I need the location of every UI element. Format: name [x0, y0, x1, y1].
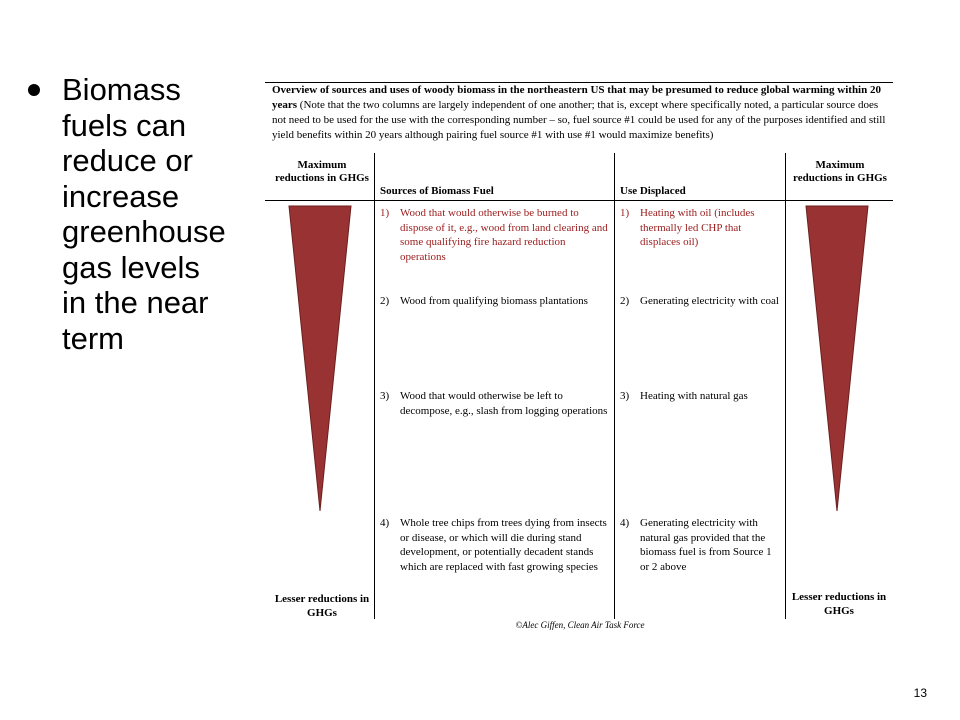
source-item-3 — [380, 389, 610, 418]
divider-middle — [614, 153, 615, 619]
use-number: 2) — [620, 295, 630, 307]
bullet-text: Biomass fuels can reduce or increase greenhouse gas levels in the near term — [62, 72, 226, 356]
use-text: Heating with natural gas — [640, 390, 748, 402]
page-number: 13 — [913, 686, 927, 700]
header-bottom-rule — [265, 200, 893, 201]
source-number: 1) — [380, 207, 390, 219]
source-number: 3) — [380, 390, 390, 402]
use-text: Heating with oil (includes thermally led CHP that displaces oil) — [640, 207, 755, 248]
use-number: 4) — [620, 517, 630, 529]
gradient-triangle-left — [288, 205, 352, 513]
source-number: 2) — [380, 295, 390, 307]
intro-rest: (Note that the two columns are largely independent of one another; that is, except where specifically noted, a particular source does not need to be used for the use with the corresponding number – so, fuel source #1 could be used for any of the purposes identified and still yield benefits within 20 years although pairing fuel source #1 with use #1 would maximize benefits) — [272, 99, 886, 141]
source-text: Wood that would otherwise be burned to dispose of it, e.g., wood from land clearing and some qualifying fire hazard reduction operations — [400, 207, 608, 263]
use-number: 3) — [620, 390, 630, 402]
divider-right — [785, 153, 786, 619]
triangle-shape-right — [806, 206, 868, 511]
header-sources: Sources of Biomass Fuel — [380, 185, 494, 197]
bullet-dot-icon — [28, 84, 40, 96]
source-item-2 — [380, 294, 610, 309]
use-item-1 — [620, 206, 780, 250]
table-intro — [272, 83, 892, 143]
divider-left — [374, 153, 375, 619]
use-text: Generating electricity with natural gas provided that the biomass fuel is from Source 1 or 2 above — [640, 517, 772, 573]
gradient-triangle-right — [805, 205, 869, 513]
footer-lesser-right: Lesser reductions in GHGs — [791, 591, 887, 617]
source-text: Wood from qualifying biomass plantations — [400, 295, 588, 307]
footer-lesser-left: Lesser reductions in GHGs — [274, 593, 370, 619]
triangle-shape-left — [289, 206, 351, 511]
use-item-3 — [620, 389, 780, 404]
source-text: Wood that would otherwise be left to decompose, e.g., slash from logging operations — [400, 390, 608, 417]
source-item-4 — [380, 516, 610, 574]
use-text: Generating electricity with coal — [640, 295, 779, 307]
use-item-2 — [620, 294, 780, 309]
source-number: 4) — [380, 517, 390, 529]
source-text: Whole tree chips from trees dying from insects or disease, or which will die during stand development, or potentially decadent stands which are replaced with fast growing species — [400, 517, 607, 573]
header-max-left: Maximum reductions in GHGs — [275, 159, 369, 184]
credit-line: ©Alec Giffen, Clean Air Task Force — [515, 620, 645, 630]
use-number: 1) — [620, 207, 630, 219]
source-item-1 — [380, 206, 610, 264]
header-use-displaced: Use Displaced — [620, 185, 686, 197]
intro-bold: Overview of sources and uses of woody biomass in the northeastern US that may be presumed to reduce global warming within 20 years — [272, 84, 881, 111]
bullet-point — [28, 72, 263, 356]
use-item-4 — [620, 516, 780, 574]
header-max-right: Maximum reductions in GHGs — [793, 159, 887, 184]
